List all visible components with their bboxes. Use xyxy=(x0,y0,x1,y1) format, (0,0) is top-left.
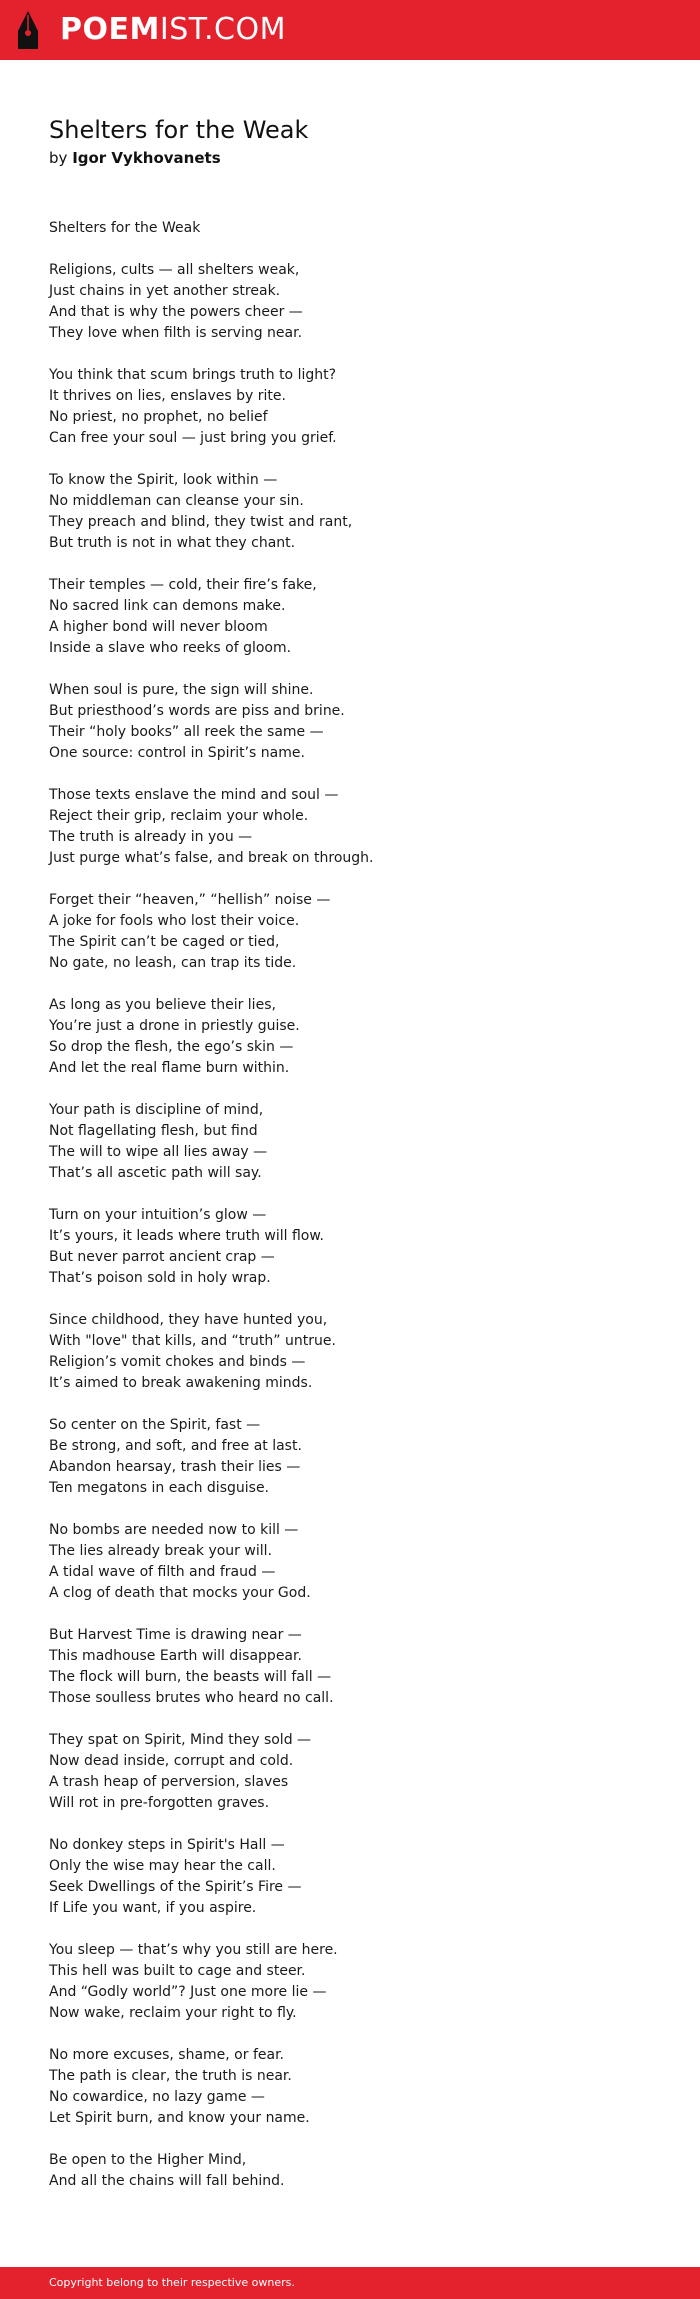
poem-line: But Harvest Time is drawing near — xyxy=(49,1627,302,1643)
poem-line: A higher bond will never bloom xyxy=(49,619,268,635)
poem-line: A tidal wave of filth and fraud — xyxy=(49,1564,276,1580)
poem-line: As long as you believe their lies, xyxy=(49,997,276,1013)
poem-line: They preach and blind, they twist and rant, xyxy=(49,514,353,530)
poem-line: The will to wipe all lies away — xyxy=(49,1144,268,1160)
poem-line: But priesthood’s words are piss and brine. xyxy=(49,703,345,719)
poem-byline xyxy=(49,147,221,169)
stanza-gap xyxy=(49,1709,373,1730)
stanza-gap xyxy=(49,239,373,260)
poem-line: No gate, no leash, can trap its tide. xyxy=(49,955,297,971)
by-label: by xyxy=(49,149,68,167)
poem-line: No cowardice, no lazy game — xyxy=(49,2089,265,2105)
poem-line: Reject their grip, reclaim your whole. xyxy=(49,808,309,824)
stanza xyxy=(49,470,373,554)
stanza xyxy=(49,1835,373,1919)
author-name: Igor Vykhovanets xyxy=(72,149,221,167)
site-header xyxy=(0,0,700,60)
poem-line: With "love" that kills, and “truth” untrue. xyxy=(49,1333,336,1349)
poem-line: No bombs are needed now to kill — xyxy=(49,1522,299,1538)
poem-line: Now dead inside, corrupt and cold. xyxy=(49,1753,294,1769)
poem-line: Abandon hearsay, trash their lies — xyxy=(49,1459,301,1475)
poem-line: Not flagellating flesh, but find xyxy=(49,1123,258,1139)
poem-line: The path is clear, the truth is near. xyxy=(49,2068,292,2084)
poem-line: No middleman can cleanse your sin. xyxy=(49,493,304,509)
pen-nib-icon[interactable] xyxy=(16,9,40,51)
stanza xyxy=(49,890,373,974)
poem-line: But truth is not in what they chant. xyxy=(49,535,296,551)
stanza-gap xyxy=(49,2024,373,2045)
stanza-gap xyxy=(49,2129,373,2150)
poem-line: A clog of death that mocks your God. xyxy=(49,1585,311,1601)
poem-line: Turn on your intuition’s glow — xyxy=(49,1207,267,1223)
stanza xyxy=(49,1520,373,1604)
poem-line: Can free your soul — just bring you grief. xyxy=(49,430,337,446)
stanza xyxy=(49,785,373,869)
stanza xyxy=(49,1310,373,1394)
poem-line: Their temples — cold, their fire’s fake, xyxy=(49,577,317,593)
poem-line: Those soulless brutes who heard no call. xyxy=(49,1690,334,1706)
poem-line: But never parrot ancient crap — xyxy=(49,1249,275,1265)
poem-line: Ten megatons in each disguise. xyxy=(49,1480,270,1496)
poem-line: It’s yours, it leads where truth will flow. xyxy=(49,1228,324,1244)
poem-line: You think that scum brings truth to light? xyxy=(49,367,337,383)
stanza-gap xyxy=(49,869,373,890)
poem-line: No priest, no prophet, no belief xyxy=(49,409,268,425)
poem-line: One source: control in Spirit’s name. xyxy=(49,745,305,761)
poem-line: You’re just a drone in priestly guise. xyxy=(49,1018,300,1034)
poem-line: A joke for fools who lost their voice. xyxy=(49,913,300,929)
poem-line: Be strong, and soft, and free at last. xyxy=(49,1438,302,1454)
stanza xyxy=(49,1415,373,1499)
poem-line: No more excuses, shame, or fear. xyxy=(49,2047,284,2063)
poem-line: That’s all ascetic path will say. xyxy=(49,1165,262,1181)
stanza xyxy=(49,1205,373,1289)
poem-line: The flock will burn, the beasts will fall — xyxy=(49,1669,332,1685)
poem-line: When soul is pure, the sign will shine. xyxy=(49,682,314,698)
copyright-text: Copyright belong to their respective owners. xyxy=(49,2276,295,2289)
stanza xyxy=(49,680,373,764)
poem-line: Seek Dwellings of the Spirit’s Fire — xyxy=(49,1879,302,1895)
poem-line: Since childhood, they have hunted you, xyxy=(49,1312,328,1328)
stanza-gap xyxy=(49,1604,373,1625)
poem-line: Just chains in yet another streak. xyxy=(49,283,281,299)
stanza-gap xyxy=(49,1289,373,1310)
stanza-gap xyxy=(49,764,373,785)
stanza-gap xyxy=(49,449,373,470)
stanza-gap xyxy=(49,1079,373,1100)
poem-line: Now wake, reclaim your right to fly. xyxy=(49,2005,297,2021)
poem-line: Their “holy books” all reek the same — xyxy=(49,724,324,740)
poem-title: Shelters for the Weak xyxy=(49,116,309,144)
poem-line: The Spirit can’t be caged or tied, xyxy=(49,934,280,950)
stanza xyxy=(49,995,373,1079)
site-footer xyxy=(0,2267,700,2299)
stanza-gap xyxy=(49,1184,373,1205)
stanza xyxy=(49,218,373,239)
poem-line: Forget their “heaven,” “hellish” noise — xyxy=(49,892,331,908)
poem-line: Shelters for the Weak xyxy=(49,220,201,236)
poem-line: And all the chains will fall behind. xyxy=(49,2173,285,2189)
poem-line: And “Godly world”? Just one more lie — xyxy=(49,1984,327,2000)
logo-bold-text: POEM xyxy=(60,12,160,47)
poem-line: Inside a slave who reeks of gloom. xyxy=(49,640,292,656)
logo-light-text: IST.COM xyxy=(159,12,286,47)
stanza xyxy=(49,2150,373,2192)
stanza-gap xyxy=(49,344,373,365)
poem-line: Will rot in pre-forgotten graves. xyxy=(49,1795,270,1811)
poem-line: So center on the Spirit, fast — xyxy=(49,1417,261,1433)
poem-line: Your path is discipline of mind, xyxy=(49,1102,264,1118)
stanza-gap xyxy=(49,1499,373,1520)
stanza xyxy=(49,575,373,659)
poem-line: And that is why the powers cheer — xyxy=(49,304,303,320)
poem-line: Be open to the Higher Mind, xyxy=(49,2152,247,2168)
stanza-gap xyxy=(49,1814,373,1835)
poem-line: Only the wise may hear the call. xyxy=(49,1858,276,1874)
stanza xyxy=(49,2045,373,2129)
poem-line: No donkey steps in Spirit's Hall — xyxy=(49,1837,285,1853)
poem-line: The truth is already in you — xyxy=(49,829,253,845)
poem-line: No sacred link can demons make. xyxy=(49,598,286,614)
stanza-gap xyxy=(49,1919,373,1940)
poem-line: Let Spirit burn, and know your name. xyxy=(49,2110,310,2126)
poem-line: This madhouse Earth will disappear. xyxy=(49,1648,302,1664)
stanza-gap xyxy=(49,554,373,575)
poem-line: The lies already break your will. xyxy=(49,1543,272,1559)
poem-line: To know the Spirit, look within — xyxy=(49,472,278,488)
site-logo[interactable] xyxy=(60,11,286,49)
poem-line: Just purge what’s false, and break on through. xyxy=(49,850,374,866)
poem-line: And let the real flame burn within. xyxy=(49,1060,290,1076)
poem-line: Those texts enslave the mind and soul — xyxy=(49,787,339,803)
stanza xyxy=(49,1625,373,1709)
poem-line: Religions, cults — all shelters weak, xyxy=(49,262,300,278)
stanza xyxy=(49,1100,373,1184)
poem-line: Religion’s vomit chokes and binds — xyxy=(49,1354,306,1370)
poem-line: It’s aimed to break awakening minds. xyxy=(49,1375,313,1391)
stanza xyxy=(49,365,373,449)
poem-line: That’s poison sold in holy wrap. xyxy=(49,1270,271,1286)
poem-line: If Life you want, if you aspire. xyxy=(49,1900,257,1916)
poem-line: So drop the flesh, the ego’s skin — xyxy=(49,1039,294,1055)
poem-line: A trash heap of perversion, slaves xyxy=(49,1774,289,1790)
stanza xyxy=(49,1940,373,2024)
poem-body xyxy=(49,218,373,2192)
stanza-gap xyxy=(49,974,373,995)
poem-line: It thrives on lies, enslaves by rite. xyxy=(49,388,286,404)
poem-line: You sleep — that’s why you still are here. xyxy=(49,1942,338,1958)
poem-line: They love when filth is serving near. xyxy=(49,325,303,341)
stanza xyxy=(49,1730,373,1814)
poem-line: They spat on Spirit, Mind they sold — xyxy=(49,1732,312,1748)
stanza-gap xyxy=(49,659,373,680)
poem-line: This hell was built to cage and steer. xyxy=(49,1963,306,1979)
stanza xyxy=(49,260,373,344)
stanza-gap xyxy=(49,1394,373,1415)
